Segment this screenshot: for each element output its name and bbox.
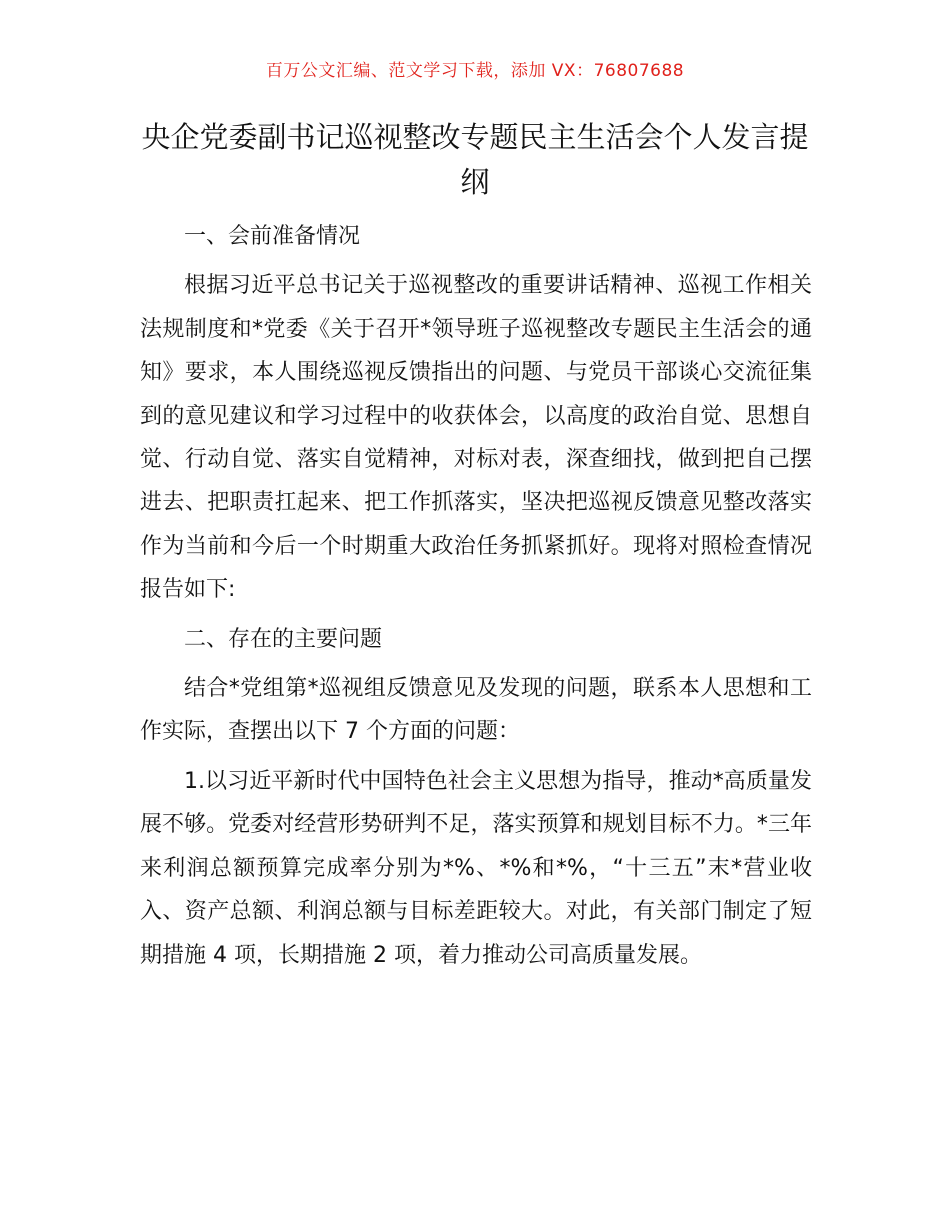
- paragraph-preparation: 根据习近平总书记关于巡视整改的重要讲话精神、巡视工作相关法规制度和*党委《关于召开*领导班子巡视整改专题民主生活会的通知》要求，本人围绕巡视反馈指出的问题、与党员干部谈心交流征集到的意见建议和学习过程中的收获体会，以高度的政治自觉、思想自觉、行动自觉、落实自觉精神，对标对表，深查细找，做到把自己摆进去、把职责扛起来、把工作抓落实，坚决把巡视反馈意见整改落实作为当前和今后一个时期重大政治任务抓紧抓好。现将对照检查情况报告如下:: [140, 273, 812, 603]
- section-heading-preparation: 一、会前准备情况: [184, 224, 361, 249]
- promo-header: 百万公文汇编、范文学习下载，添加 VX：76807688: [265, 61, 685, 81]
- document-body: [140, 215, 812, 983]
- paragraph-problems-intro: 结合*党组第*巡视组反馈意见及发现的问题，联系本人思想和工作实际，查摆出以下 7 个方面的问题：: [140, 676, 812, 745]
- paragraph-problem-1: 1.以习近平新时代中国特色社会主义思想为指导，推动*高质量发展不够。党委对经营形势研判不足，落实预算和规划目标不力。*三年来利润总额预算完成率分别为*%、*%和*%，“十三五”末*营业收入、资产总额、利润总额与目标差距较大。对此，有关部门制定了短期措施 4 项，长期措施 2 项，着力推动公司高质量发展。: [140, 768, 812, 968]
- document-title: 央企党委副书记巡视整改专题民主生活会个人发言提纲: [141, 120, 809, 199]
- section-heading-problems: 二、存在的主要问题: [184, 626, 383, 652]
